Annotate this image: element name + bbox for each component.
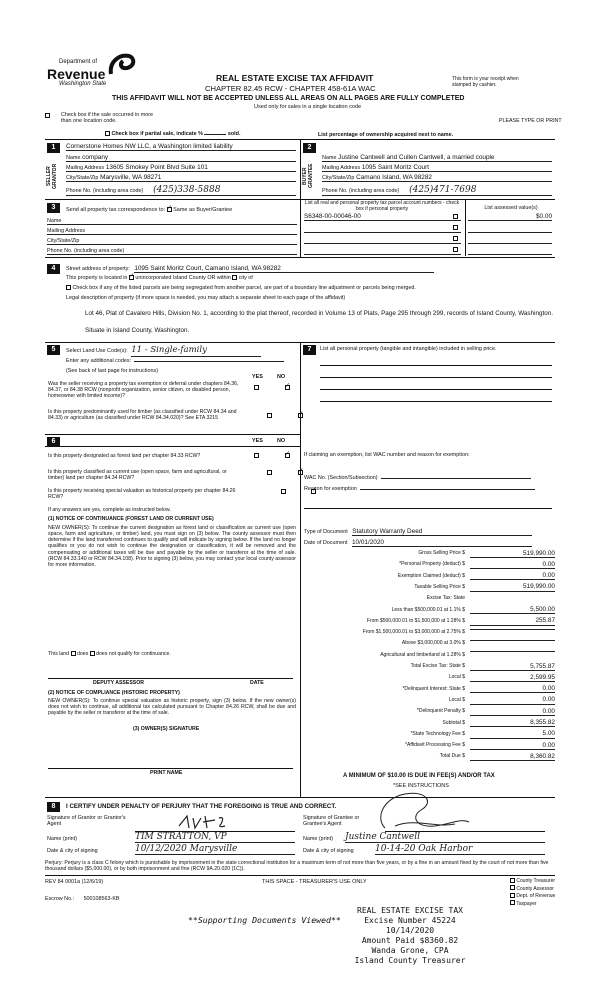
- tax-row-label: Excise Tax: State: [426, 595, 465, 602]
- tax-row-value[interactable]: 5,755.87: [470, 663, 555, 671]
- section-2-number: 2: [303, 143, 316, 153]
- tax-row-label: *Affidavit Processing Fee $: [405, 742, 465, 749]
- stamp-line: REAL ESTATE EXCISE TAX: [357, 906, 463, 915]
- notice2-body: NEW OWNER(S): To continue special valuation as historic property, sign (3) below. If the new owner(s) does not wish to continue, all additional tax calculated pursuant to Chapter 84.26 RCW, shall be due and payable by the seller or transferor at the time of sale.: [48, 698, 296, 717]
- section-4-property: [45, 260, 555, 340]
- grantor-date-value[interactable]: 10/12/2020 Marysville: [135, 844, 295, 855]
- receipt-note: This form is your receipt when stamped by cashier.: [452, 76, 519, 88]
- deputy-assessor-label: DEPUTY ASSESSOR: [93, 680, 145, 686]
- treasurer-stamp: [345, 906, 475, 966]
- stamp-line: Wanda Grone, CPA: [371, 946, 449, 955]
- print-name-label: PRINT NAME: [150, 770, 183, 776]
- seller-name-value[interactable]: company: [82, 154, 109, 161]
- parcel-personal-checkbox[interactable]: [453, 214, 458, 219]
- s6-if-yes: If any answers are yes, complete as instructed below.: [48, 507, 171, 513]
- dor-logo: [45, 54, 135, 94]
- tax-row-value[interactable]: 2,599.95: [470, 674, 555, 682]
- see-back-note: (See back of last page for instructions): [66, 368, 158, 374]
- assessed-header: List assessed value(s): [484, 205, 538, 211]
- form-number: REV 84 0001a (12/6/19): [45, 879, 104, 885]
- multi-location-row: [45, 112, 160, 124]
- tax-row-value[interactable]: 8,355.82: [470, 719, 555, 727]
- qualify-text: This land: [48, 651, 70, 657]
- seller-city-label: City/State/Zip: [66, 175, 99, 181]
- please-type: PLEASE TYPE OR PRINT: [499, 118, 562, 124]
- same-as-buyer-label: Same as Buyer/Grantee: [173, 207, 233, 213]
- land-use-value[interactable]: 11 - Single-family: [131, 346, 261, 357]
- street-value[interactable]: 1095 Saint Moritz Court, Camano Island, WA 98282: [134, 265, 434, 273]
- grantor-name-label: Name (print): [47, 836, 77, 842]
- parcel-personal-checkbox[interactable]: [453, 225, 458, 230]
- form-chapter: CHAPTER 82.45 RCW - CHAPTER 458-61A WAC: [205, 84, 376, 93]
- dor-swirl-icon: [107, 52, 137, 78]
- city-of-checkbox[interactable]: [232, 275, 237, 280]
- tax-row-value[interactable]: 0.00: [470, 696, 555, 704]
- notice1-title: (1) NOTICE OF CONTINUANCE (FOREST LAND OR CURRENT USE): [48, 516, 214, 522]
- stamp-line: 10/14/2020: [385, 926, 435, 935]
- parcel-header: List all real and personal property tax parcel account numbers - check box if personal property: [304, 200, 460, 212]
- grantee-name-value[interactable]: Justine Cantwell: [345, 832, 545, 843]
- minimum-note: A MINIMUM OF $10.00 IS DUE IN FEE(S) AND/OR TAX: [343, 773, 495, 779]
- seller-phone-value[interactable]: (425)338-5888: [153, 185, 221, 195]
- tax-row-label: *Delinquent Penalty $: [416, 708, 465, 715]
- grantor-name-value[interactable]: TIM STRATTON, VP: [135, 832, 295, 843]
- legal-description[interactable]: Lot 46, Plat of Cavalero Hills, Division No. 1, according to the plat thereof, recorded in Volume 13 of Plats, Page 295 through 299, records of Island County, Washington.: [85, 310, 553, 317]
- tax-row-value[interactable]: 0.00: [470, 708, 555, 716]
- personal-property-label: List all personal property (tangible and intangible) included in selling price.: [320, 346, 497, 352]
- multi-location-checkbox[interactable]: [45, 113, 50, 118]
- section-3-number: 3: [47, 203, 60, 213]
- tax-row-value[interactable]: 0.00: [470, 561, 555, 569]
- treasurer-only: THIS SPACE - TREASURER'S USE ONLY: [262, 879, 367, 885]
- section-4-number: 4: [47, 264, 60, 274]
- copy-county-assessor: County Assessor: [516, 885, 554, 892]
- s5-q1-no[interactable]: [285, 385, 290, 390]
- s5-question-2: Is this property predominantly used for timber (as classified under RCW 84.34 and 84.33) or agriculture (as classified under RCW 84.34.020)? See ETA 3215: [48, 409, 237, 422]
- qualify-does-not: does not qualify for continuance.: [96, 651, 171, 657]
- certify-text: I CERTIFY UNDER PENALTY OF PERJURY THAT THE FOREGOING IS TRUE AND CORRECT.: [66, 803, 337, 810]
- seller-side-label: SELLER GRANTOR: [46, 163, 58, 189]
- buyer-phone-value[interactable]: (425)471-7698: [409, 185, 477, 195]
- qualify-does-not-checkbox[interactable]: [90, 651, 95, 656]
- tax-row-label: *Personal Property (deduct) $: [399, 561, 465, 568]
- wac-label: WAC No. (Section/Subsection): [304, 475, 378, 481]
- buyer-name-value[interactable]: Justine Cantwell and Cullen Cantwell, a married couple: [338, 154, 495, 161]
- grantor-signature-label: Signature of Grantor or Grantor's Agent: [47, 815, 126, 828]
- qualify-does-checkbox[interactable]: [71, 651, 76, 656]
- buyer-phone-label: Phone No. (including area code): [322, 188, 400, 194]
- multi-location-label: Check box if the sale occurred in more than one location code.: [61, 112, 153, 125]
- legal-situate[interactable]: Situate in Island County, Washington.: [85, 327, 190, 334]
- copy-checkbox[interactable]: [510, 893, 515, 898]
- s5-question-1: Was the seller receiving a property tax exemption or deferral under chapters 84.36, 84.37, or 84.38 RCW (nonprofit organization, senior citizen, or disabled person, homeowner with limited income)?: [48, 381, 239, 400]
- send-correspondence-label: Send all property tax correspondence to:: [66, 207, 166, 213]
- dor-dept-state: Washington State: [59, 81, 107, 87]
- buyer-mailing-value[interactable]: 1095 Saint Moritz Court: [361, 164, 429, 171]
- copy-checkbox[interactable]: [510, 900, 515, 905]
- section-7-number: 7: [303, 345, 316, 355]
- copy-checkbox[interactable]: [510, 885, 515, 890]
- s6-question-3: Is this property receiving special valuation as historical property per chapter 84.26 RCW?: [48, 488, 236, 501]
- segregated-checkbox[interactable]: [66, 285, 71, 290]
- section-6-designation: [45, 435, 299, 795]
- corr-mailing-label[interactable]: Mailing Address: [47, 228, 297, 235]
- copy-taxpayer: Taxpayer: [516, 900, 537, 907]
- section-1-number: 1: [47, 143, 60, 153]
- section-5-land-use: [45, 343, 299, 433]
- seller-name-label: Name: [66, 155, 81, 161]
- doc-type-value[interactable]: Statutory Warranty Deed: [352, 528, 532, 536]
- land-use-label: Select Land Use Code(s):: [66, 348, 128, 354]
- buyer-mailing-label: Mailing Address: [322, 165, 361, 171]
- grantor-date-label: Date & city of signing: [47, 848, 98, 854]
- grantor-signature[interactable]: [175, 812, 235, 832]
- additional-codes-label: Enter any additional codes:: [66, 358, 132, 364]
- seller-mailing-value[interactable]: 13605 Smokey Point Blvd Suite 101: [105, 164, 208, 171]
- notice2-title: (2) NOTICE OF COMPLIANCE (HISTORIC PROPERTY): [48, 690, 180, 696]
- buyer-city-label: City/State/Zip: [322, 175, 355, 181]
- doc-date-label: Date of Document: [304, 540, 348, 546]
- parcel-value[interactable]: S6348-00-00046-00: [304, 213, 361, 220]
- partial-sale-sold: sold.: [227, 131, 241, 137]
- supporting-docs: **Supporting Documents Viewed**: [188, 915, 341, 925]
- s6-q1-yes[interactable]: [254, 453, 259, 458]
- see-instructions: *SEE INSTRUCTIONS: [393, 783, 449, 789]
- grantee-signature-label: Signature of Grantee or Grantee's Agent: [303, 815, 360, 828]
- s5-q2-yes[interactable]: [267, 413, 272, 418]
- tax-row-label: Gross Selling Price $: [418, 550, 465, 556]
- doc-type-label: Type of Document: [304, 529, 348, 535]
- dor-dept-name: Revenue: [47, 66, 106, 82]
- s6-q3-yes[interactable]: [281, 489, 286, 494]
- buyer-city-value[interactable]: Camano Island, WA 98282: [356, 174, 432, 181]
- section-5-number: 5: [47, 345, 60, 355]
- tax-row-label: Less than $500,000.01 at 1.1% $: [391, 606, 465, 613]
- seller-city-value[interactable]: Marysville, WA 98271: [100, 174, 162, 181]
- tax-row-label: Taxable Selling Price $: [414, 583, 465, 590]
- seller-phone-label: Phone No. (including area code): [66, 188, 144, 194]
- same-as-buyer-checkbox[interactable]: [167, 207, 172, 212]
- tax-row-label: Exemption Claimed (deduct) $: [397, 572, 465, 579]
- tax-row-value[interactable]: 0.00: [470, 742, 555, 750]
- tax-row-value[interactable]: 5.00: [470, 730, 555, 738]
- corr-name-label[interactable]: Name: [47, 218, 297, 225]
- located-label: This property is located in: [66, 275, 128, 281]
- partial-sale-checkbox[interactable]: [105, 131, 110, 136]
- seller-mailing-label: Mailing Address: [66, 165, 105, 171]
- partial-sale-row: [105, 131, 240, 137]
- unincorporated-label: unincorporated Island County OR within: [135, 275, 231, 281]
- s5-yes-header: YES: [252, 374, 263, 380]
- city-of-label: city of: [238, 275, 253, 281]
- s6-q2-yes[interactable]: [267, 470, 272, 475]
- stamp-line: Excise Number 45224: [364, 916, 456, 925]
- section-8-number: 8: [47, 802, 60, 812]
- parcel-table: [302, 200, 555, 256]
- stamp-line: Island County Treasurer: [354, 956, 466, 965]
- tax-row-value[interactable]: 8,360.82: [470, 753, 555, 761]
- tax-row-label: Local $: [448, 696, 465, 703]
- grantee-name-label: Name (print): [303, 836, 333, 842]
- escrow-label: Escrow No.:: [45, 896, 75, 902]
- tax-row-value[interactable]: [470, 651, 555, 652]
- tax-row-label: Total Due $: [439, 753, 465, 760]
- s5-q1-yes[interactable]: [254, 385, 259, 390]
- tax-row-value[interactable]: [470, 629, 555, 630]
- dor-dept-line: Department of: [59, 59, 98, 65]
- copy-checkbox[interactable]: [510, 878, 515, 883]
- assessor-date-label: DATE: [250, 680, 264, 686]
- tax-row-label: Subtotal $: [442, 719, 465, 726]
- tax-row-label: *Delinquent Interest: State $: [402, 685, 465, 692]
- segregated-label: Check box if any of the listed parcels are being segregated from another parcel, are part of a boundary line adjustment or parcels being merged.: [72, 285, 416, 291]
- parcel-personal-checkbox[interactable]: [453, 247, 458, 252]
- tax-row-value[interactable]: 0.00: [470, 572, 555, 580]
- tax-row-label: Local $: [448, 674, 465, 681]
- perjury-note: Perjury: Perjury is a class C felony which is punishable by imprisonment in the state correctional institution for a maximum term of not more than five years, or by a fine in an amount fixed by the court of not more than five thousand dollars ($5,000.00), or by both imprisonment and fine (RCW 9A.20.020 (1C)).: [45, 860, 549, 873]
- used-only-note: Used only for sales in a single location code: [254, 104, 362, 110]
- tax-row-value[interactable]: 255.87: [470, 617, 555, 625]
- s6-no-header: NO: [277, 438, 286, 444]
- tax-row-value[interactable]: 519,990.00: [470, 550, 555, 558]
- tax-row-label: From $1,500,000.01 to $3,000,000 at 2.75% $: [362, 629, 465, 636]
- corr-city-label[interactable]: City/State/Zip: [47, 238, 297, 245]
- owner-signature-label: (3) OWNER(S) SIGNATURE: [133, 726, 200, 732]
- exemption-label: If claiming an exemption, list WAC number and reason for exemption:: [304, 452, 470, 458]
- copy-distribution: [510, 878, 555, 908]
- corr-phone-label[interactable]: Phone No. (including area code): [47, 248, 297, 255]
- section-2-buyer: [301, 140, 555, 198]
- qualify-does: does: [76, 651, 89, 657]
- legal-label: Legal description of property (if more space is needed, you may attach a separate sheet to each page of the affidavit): [66, 295, 346, 301]
- buyer-name-label: Name: [322, 155, 337, 161]
- form-title: REAL ESTATE EXCISE TAX AFFIDAVIT: [216, 73, 374, 83]
- escrow-value: 500108563-KB: [83, 896, 120, 902]
- buyer-side-label: BUYER GRANTEE: [302, 163, 314, 189]
- tax-row-label: Above $3,000,000 at 3.0% $: [401, 640, 465, 647]
- street-label: Street address of property:: [66, 266, 130, 272]
- s6-question-1: Is this property designated as forest land per chapter 84.33 RCW?: [48, 453, 201, 459]
- doc-date-value[interactable]: 10/01/2020: [352, 539, 532, 547]
- partial-sale-label: Check box if partial sale, indicate %: [111, 131, 203, 137]
- tax-row-label: *State Technology Fee $: [410, 730, 465, 737]
- section-1-seller: [45, 140, 299, 198]
- grantee-date-value[interactable]: 10-14-20 Oak Harbor: [375, 844, 545, 855]
- tax-row-label: From $500,000.01 to $1,500,000 at 1.28% $: [366, 617, 465, 624]
- unincorporated-checkbox[interactable]: [129, 275, 134, 280]
- s6-q1-no[interactable]: [285, 453, 290, 458]
- section-6-number: 6: [47, 437, 60, 447]
- grantee-date-label: Date & city of signing: [303, 848, 354, 854]
- parcel-personal-checkbox[interactable]: [453, 236, 458, 241]
- copy-county-treasurer: County Treasurer: [516, 878, 556, 884]
- assessed-value[interactable]: $0.00: [468, 213, 552, 221]
- tax-row-value[interactable]: 5,500.00: [470, 606, 555, 614]
- section-8-certification: [45, 800, 555, 860]
- ownership-note: List percentage of ownership acquired next to name.: [318, 132, 454, 138]
- s6-yes-header: YES: [252, 438, 263, 444]
- tax-row-label: Agricultural and timberland at 1.28% $: [380, 651, 465, 658]
- form-warning: THIS AFFIDAVIT WILL NOT BE ACCEPTED UNLESS ALL AREAS ON ALL PAGES ARE FULLY COMPLETED: [112, 95, 465, 102]
- tax-row-value[interactable]: 0.00: [470, 685, 555, 693]
- s5-no-header: NO: [277, 374, 286, 380]
- seller-grantor-name[interactable]: Cornerstone Homes NW LLC, a Washington limited liability: [66, 143, 296, 151]
- tax-row-value[interactable]: 519,990.00: [470, 583, 555, 591]
- notice1-body: NEW OWNER(S): To continue the current designation as forest land or classification as current use (open space, farm and agriculture, or timber) land, you must sign on (3) below. The county assessor must then determine if the land transferred continues to qualify and will indicate by signing below. If the land no longer qualifies or you do not wish to continue the designation or classification, it will be removed and the compensating or additional taxes will be due and payable by the seller or transferor at the time of sale. (RCW 84.33.140 or RCW 84.34.108). Prior to signing (3) below, you may contact your local county assessor for more information.: [48, 525, 296, 568]
- s6-question-2: Is this property classified as current use (open space, farm and agricultural, or timber) land per chapter 84.34 RCW?: [48, 469, 227, 482]
- tax-row-label: Total Excise Tax: State $: [410, 663, 465, 669]
- reason-label: Reason for exemption: [304, 486, 357, 492]
- copy-dept-revenue: Dept. of Revenue: [516, 893, 556, 899]
- section-3-correspondence: [45, 200, 299, 256]
- tax-row-value[interactable]: [470, 640, 555, 641]
- grantee-signature[interactable]: [365, 788, 475, 836]
- stamp-line: Amount Paid $8360.82: [361, 936, 459, 945]
